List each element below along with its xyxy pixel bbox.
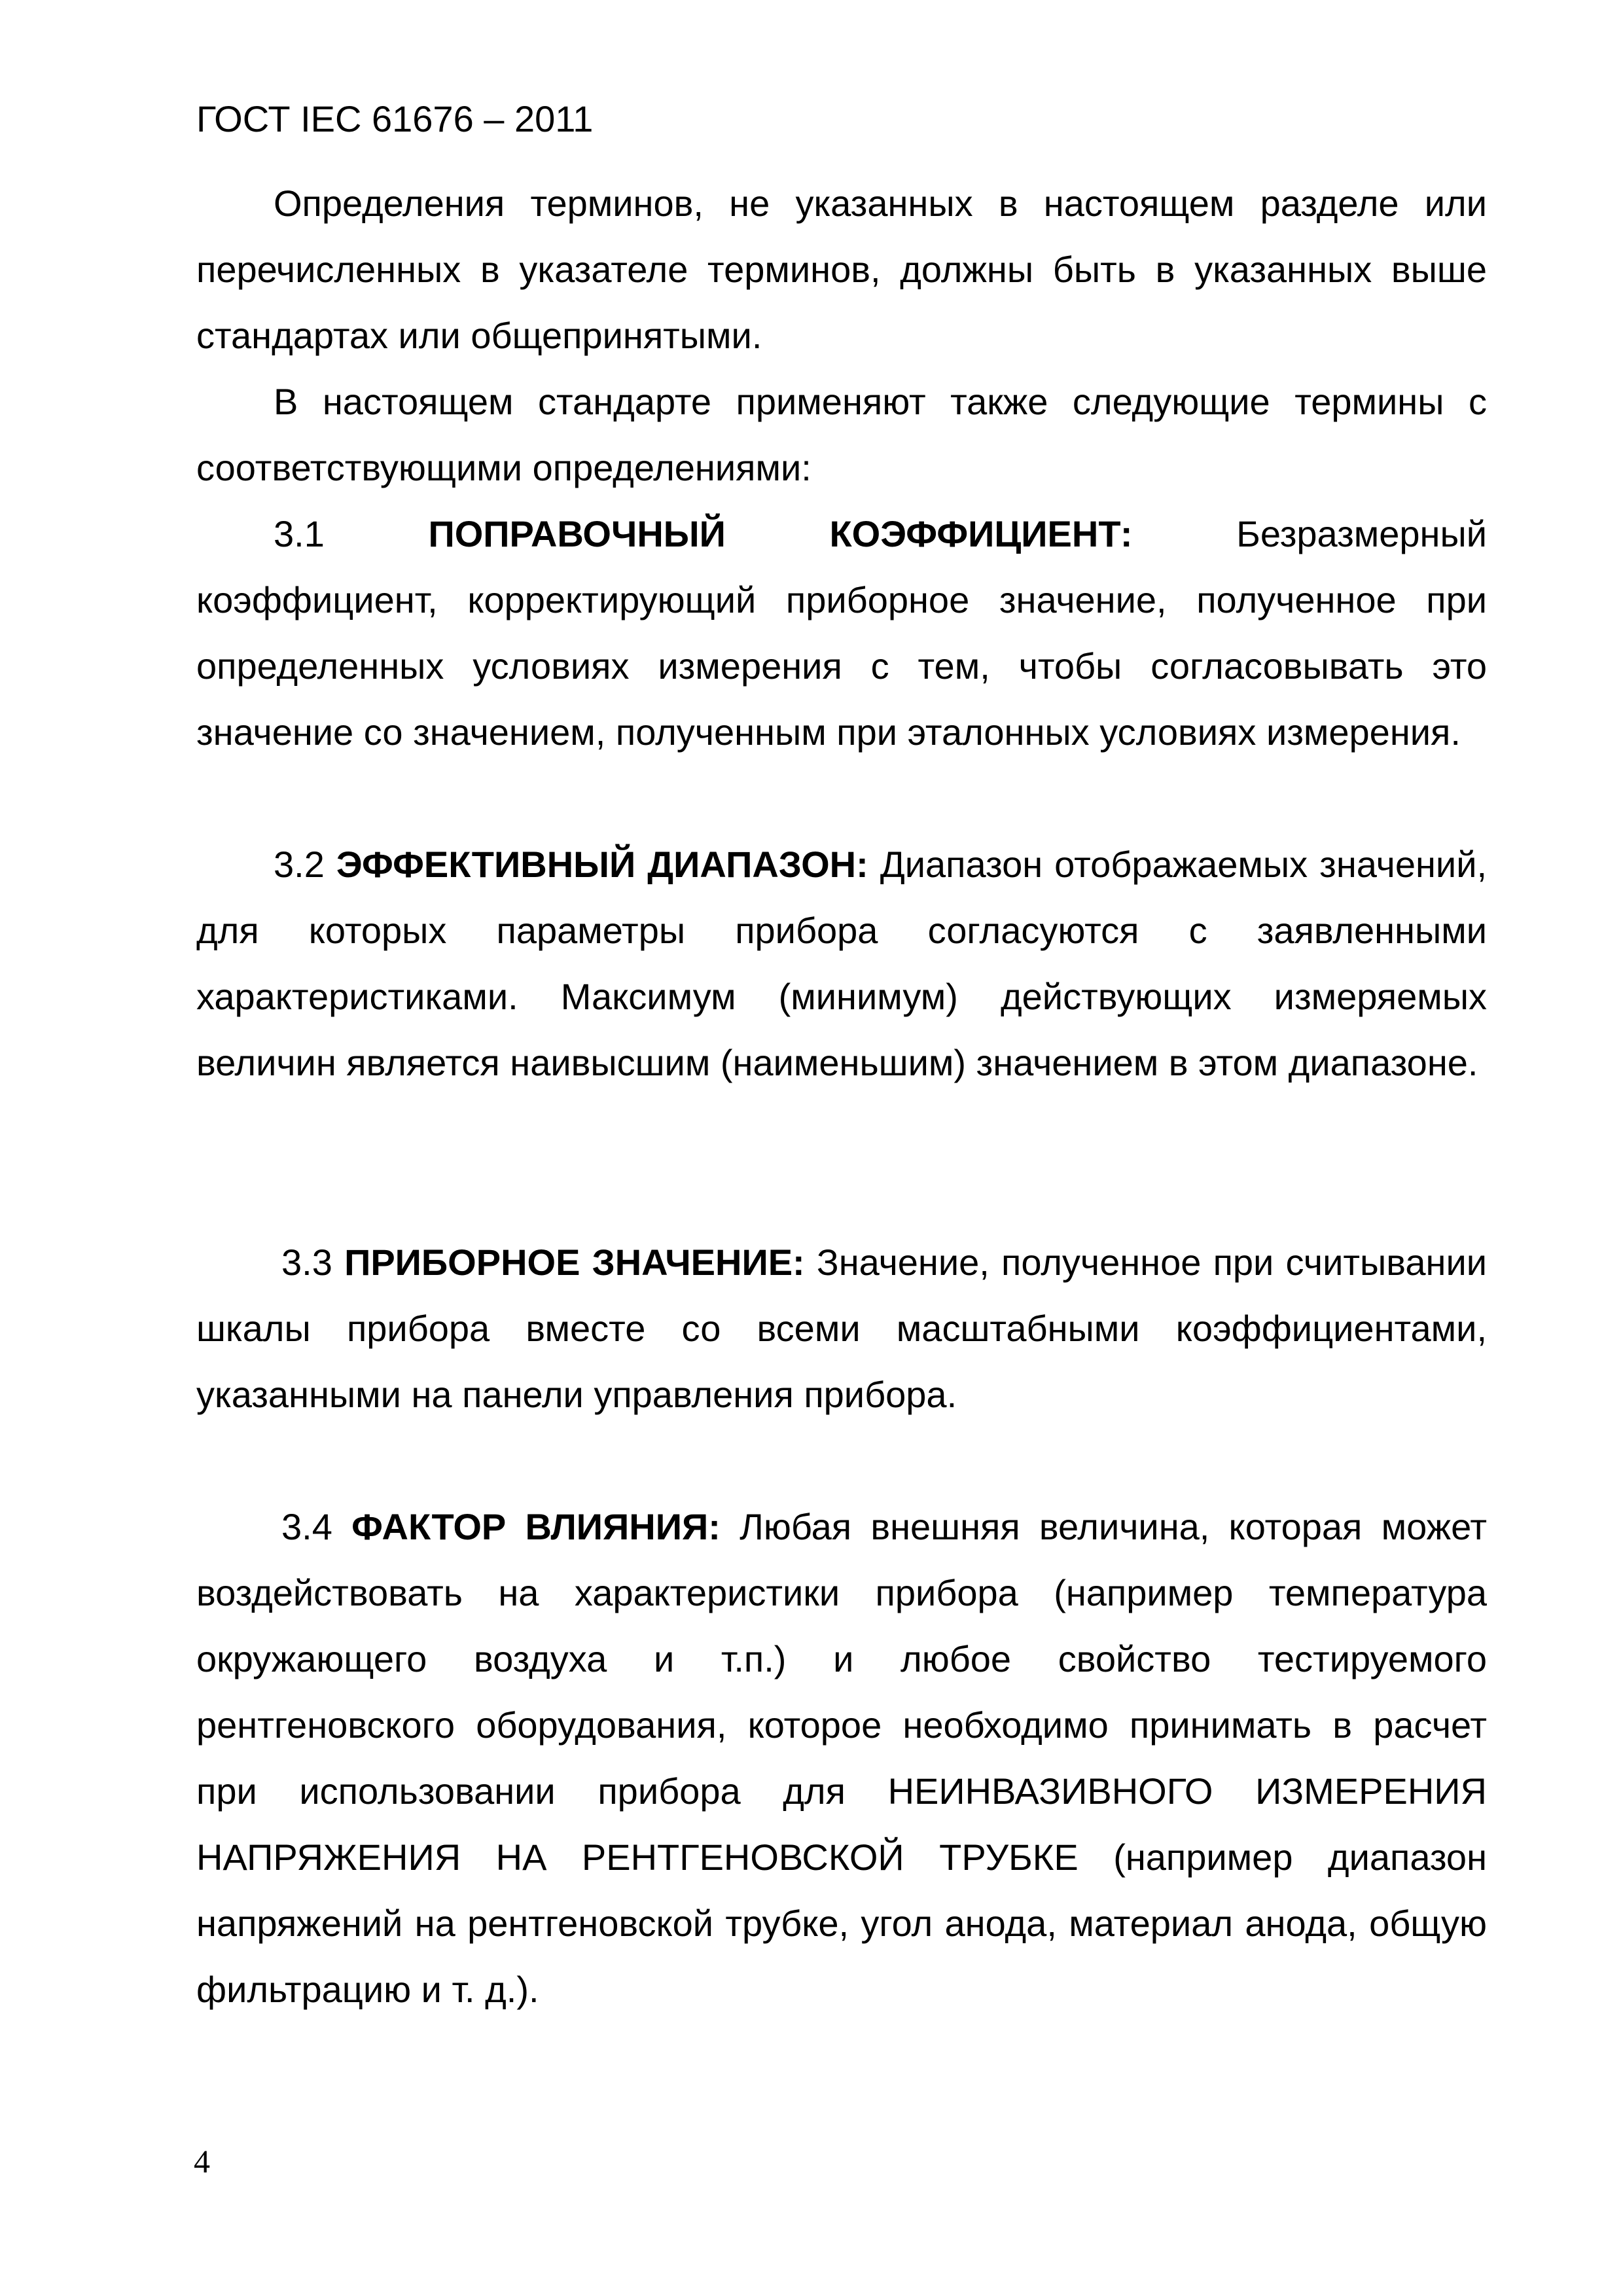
term-title: ФАКТОР ВЛИЯНИЯ:: [351, 1506, 721, 1547]
term-title: ПРИБОРНОЕ ЗНАЧЕНИЕ:: [344, 1242, 805, 1283]
term-title: ЭФФЕКТИВНЫЙ ДИАПАЗОН:: [336, 844, 868, 885]
document-header: ГОСТ IEC 61676 – 2011: [196, 98, 594, 139]
term-definition: Диапазон отображаемых значений, для которых параметры прибора согласуются с заявленными характеристиками. Максимум (минимум) действующих измеряемых величин является наивысшим (наименьшим) значением в этом диапазоне.: [196, 844, 1488, 1083]
page-number: 4: [194, 2143, 210, 2179]
term-definition: Значение, полученное при считывании шкалы прибора вместе со всеми масштабными коэффициентами, указанными на панели управления прибора.: [196, 1242, 1488, 1415]
intro-paragraph: Определения терминов, не указанных в настоящем разделе или перечисленных в указателе терминов, должны быть в указанных выше стандартах или общепринятыми.: [196, 183, 1487, 356]
term-3-2: [196, 831, 1487, 1096]
term-number: 3.1: [274, 513, 325, 554]
term-definition-start: Безразмерный: [1236, 513, 1487, 554]
term-3-1-first-line: [196, 501, 1487, 567]
term-number: 3.2: [274, 844, 325, 885]
intro-paragraph-2: В настоящем стандарте применяют также следующие термины с соответствующими определениями:: [196, 381, 1487, 488]
term-title-word: ПОПРАВОЧНЫЙ: [428, 513, 726, 554]
term-number: 3.4: [281, 1506, 332, 1547]
term-definition: Любая внешняя величина, которая может воздействовать на характеристики прибора (например температура окружающего воздуха и т.п.) и любое свойство тестируемого рентгеновского оборудования, которое необходимо принимать в расчет при использовании прибора для НЕИНВАЗИВНОГО ИЗМЕРЕНИЯ НАПРЯЖЕНИЯ НА РЕНТГЕНОВСКОЙ ТРУБКЕ (например диапазон напряжений на рентгеновской трубке, угол анода, материал анода, общую фильтрацию и т. д.).: [196, 1506, 1488, 2010]
term-3-1: [196, 501, 1487, 765]
term-3-3: [196, 1229, 1487, 1427]
term-definition: коэффициент, корректирующий приборное значение, полученное при определенных условиях измерения с тем, чтобы согласовывать это значение со значением, полученным при эталонных условиях измерения.: [196, 579, 1487, 753]
term-title-word: КОЭФФИЦИЕНТ:: [829, 513, 1133, 554]
term-3-4: [196, 1494, 1487, 2022]
term-number: 3.3: [281, 1242, 332, 1283]
